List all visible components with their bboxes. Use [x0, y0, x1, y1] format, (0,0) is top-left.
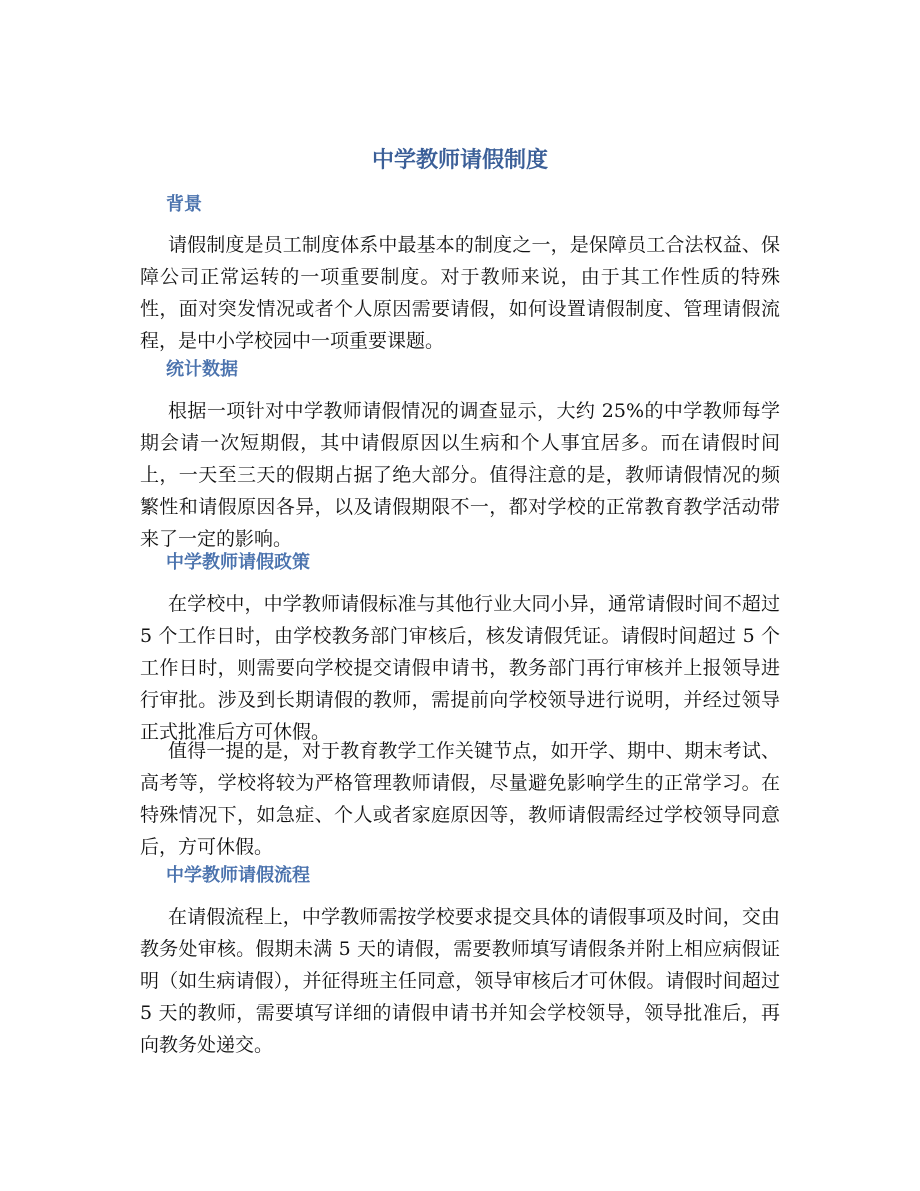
section-heading-statistics: 统计数据: [166, 359, 238, 380]
paragraph-policy-1: 在学校中，中学教师请假标准与其他行业大同小异，通常请假时间不超过 5 个工作日时，由学校教务部门审核后，核发请假凭证。请假时间超过 5 个工作日时，则需要向学校提交请假申请书，教务部门再行审核并上报领导进行审批。涉及到长期请假的教师，需提前向学校领导进行说明，并经过领导正式批准后方可休假。: [140, 593, 780, 743]
paragraph-statistics: 根据一项针对中学教师请假情况的调查显示，大约 25%的中学教师每学期会请一次短期假，其中请假原因以生病和个人事宜居多。而在请假时间上，一天至三天的假期占据了绝大部分。值得注意的是，教师请假情况的频繁性和请假原因各异，以及请假期限不一，都对学校的正常教育教学活动带来了一定的影响。: [140, 400, 780, 550]
paragraph-background: 请假制度是员工制度体系中最基本的制度之一，是保障员工合法权益、保障公司正常运转的一项重要制度。对于教师来说，由于其工作性质的特殊性，面对突发情况或者个人原因需要请假，如何设置请假制度、管理请假流程，是中小学校园中一项重要课题。: [140, 234, 780, 352]
page-title: 中学教师请假制度: [371, 147, 548, 173]
paragraph-policy-2: 值得一提的是，对于教育教学工作关键节点，如开学、期中、期末考试、高考等，学校将较为严格管理教师请假，尽量避免影响学生的正常学习。在特殊情况下，如急症、个人或者家庭原因等，教师请假需经过学校领导同意后，方可休假。: [140, 740, 780, 858]
paragraph-procedure: 在请假流程上，中学教师需按学校要求提交具体的请假事项及时间，交由教务处审核。假期未满 5 天的请假，需要教师填写请假条并附上相应病假证明（如生病请假），并征得班主任同意，领导审核后才可休假。请假时间超过 5 天的教师，需要填写详细的请假申请书并知会学校领导，领导批准后，再向教务处递交。: [140, 906, 780, 1056]
section-heading-background: 背景: [166, 194, 202, 215]
section-heading-procedure: 中学教师请假流程: [166, 865, 310, 886]
section-heading-policy: 中学教师请假政策: [166, 552, 310, 573]
